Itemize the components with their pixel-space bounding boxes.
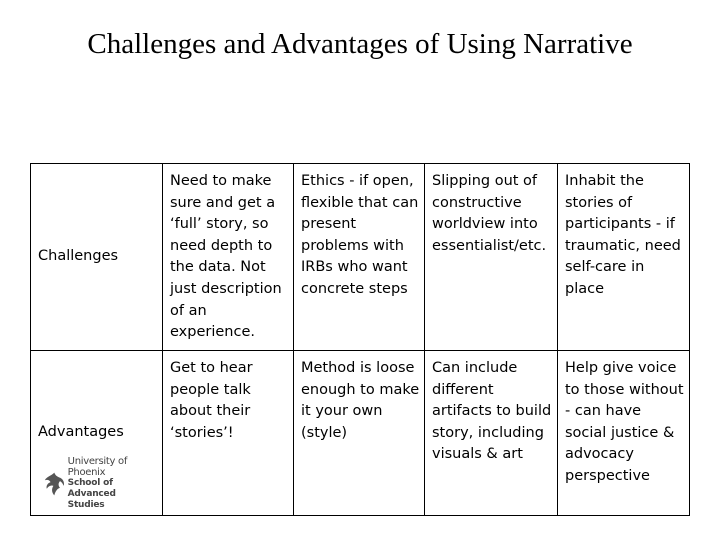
row-label-cell-advantages (31, 351, 163, 516)
table-row-challenges (31, 164, 690, 351)
logo-school-line1: School of Advanced (67, 478, 116, 499)
row-label-challenges: Challenges (31, 164, 163, 351)
phoenix-icon (43, 470, 66, 498)
table-cell: Help give voice to those without - can have social justice & advocacy perspective (558, 351, 690, 516)
table-cell: Need to make sure and get a ‘full’ story, so need depth to the data. Not just description of an experience. (163, 164, 294, 351)
table-cell: Slipping out of constructive worldview into essentialist/etc. (425, 164, 558, 351)
challenges-advantages-table (30, 163, 690, 516)
table-cell: Method is loose enough to make it your own (style) (294, 351, 425, 516)
table-cell: Inhabit the stories of participants - if traumatic, need self-care in place (558, 164, 690, 351)
table-cell: Can include different artifacts to build story, including visuals & art (425, 351, 558, 516)
slide-title: Challenges and Advantages of Using Narrative (87, 28, 633, 60)
logo-school-line2: Studies (67, 500, 105, 510)
university-logo (43, 456, 162, 511)
row-label-advantages: Advantages (38, 424, 124, 441)
table-cell: Get to hear people talk about their ‘stories’! (163, 351, 294, 516)
table-row-advantages (31, 351, 690, 516)
logo-university-name: University of Phoenix (67, 456, 128, 478)
table-cell: Ethics - if open, flexible that can present problems with IRBs who want concrete steps (294, 164, 425, 351)
